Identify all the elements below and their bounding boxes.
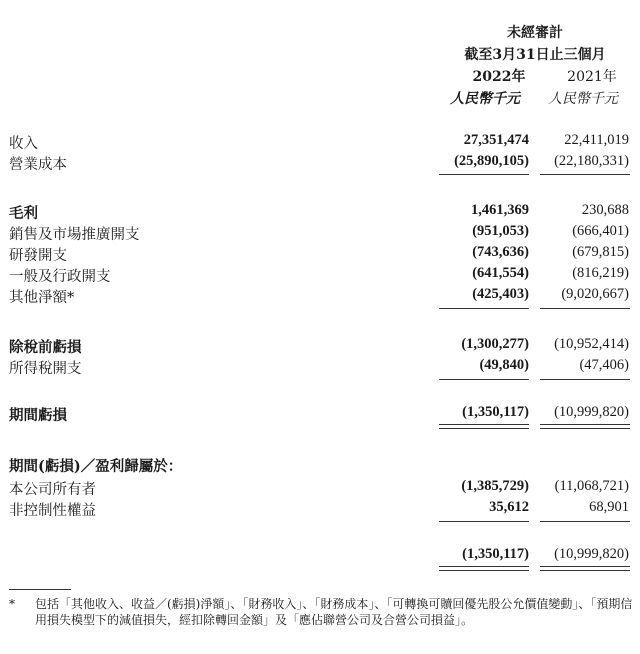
row-value-2022: 35,612: [489, 499, 529, 515]
row-value-2021: (10,999,820): [554, 546, 629, 562]
subtotal-rule: [439, 379, 529, 380]
header-year-2022: 2022年: [472, 69, 526, 85]
row-value-2022: (25,890,105): [454, 153, 529, 169]
header-unit-2021: 人民幣千元: [548, 91, 618, 107]
row-value-2022: 1,461,369: [471, 202, 529, 218]
row-value-2021: (10,952,414): [554, 336, 629, 352]
total-double-rule: [439, 566, 529, 571]
header-year-2021: 2021年: [567, 69, 617, 85]
row-label: 期間虧損: [9, 407, 67, 424]
subtotal-rule: [540, 521, 630, 522]
row-value-2021: (9,020,667): [561, 286, 629, 302]
row-value-2022: (1,385,729): [461, 478, 529, 494]
row-value-2022: 27,351,474: [463, 132, 529, 148]
row-value-2021: 230,688: [581, 202, 629, 218]
footnote-text: 包括「其他收入、收益／(虧損)淨額」、「財務收入」、「財務成本」、「可轉換可贖回優先股公允價值變動」、「預期信用損失模型下的減值損失，經扣除轉回金額」及「應佔聯營公司及合營公司損益」。: [35, 597, 633, 627]
row-value-2022: (1,350,117): [462, 404, 529, 420]
row-value-2021: (22,180,331): [554, 153, 629, 169]
row-value-2021: (816,219): [572, 265, 629, 281]
row-label: 收入: [9, 136, 38, 152]
row-label: 營業成本: [9, 157, 67, 173]
row-value-2021: (10,999,820): [554, 404, 629, 420]
row-value-2022: (1,300,277): [461, 336, 529, 352]
total-double-rule: [439, 424, 529, 429]
subtotal-rule: [439, 174, 529, 175]
row-value-2021: 68,901: [589, 499, 629, 515]
row-value-2021: (47,406): [579, 357, 629, 373]
row-label: 所得稅開支: [9, 361, 82, 377]
row-value-2021: 22,411,019: [564, 132, 629, 148]
header-unit-2022: 人民幣千元: [450, 91, 520, 107]
subtotal-rule: [439, 308, 529, 309]
section-heading: 期間(虧損)／盈利歸屬於：: [9, 458, 183, 475]
row-value-2022: (425,403): [472, 286, 529, 302]
total-double-rule: [540, 566, 630, 571]
row-value-2021: (666,401): [572, 223, 629, 239]
subtotal-rule: [439, 521, 529, 522]
row-value-2022: (641,554): [472, 265, 529, 281]
subtotal-rule: [540, 379, 630, 380]
header-unaudited: 未經審計: [507, 25, 563, 41]
subtotal-rule: [540, 308, 630, 309]
footnote-mark: *: [9, 597, 15, 611]
row-label: 研發開支: [9, 248, 67, 264]
row-value-2022: (1,350,117): [462, 546, 529, 562]
row-value-2022: (49,840): [479, 357, 529, 373]
footnote-rule: [9, 589, 71, 590]
subtotal-rule: [540, 174, 630, 175]
row-value-2022: (951,053): [472, 223, 529, 239]
row-label: 非控制性權益: [9, 503, 96, 519]
row-label: 除稅前虧損: [9, 339, 82, 356]
row-label: 本公司所有者: [9, 482, 96, 498]
row-label: 毛利: [9, 205, 38, 222]
total-double-rule: [540, 424, 630, 429]
row-value-2021: (679,815): [572, 244, 629, 260]
row-value-2021: (11,068,721): [554, 478, 629, 494]
row-label: 銷售及市場推廣開支: [9, 227, 140, 243]
row-label: 一般及行政開支: [9, 269, 111, 285]
row-label: 其他淨額*: [9, 290, 75, 306]
row-value-2022: (743,636): [472, 244, 529, 260]
header-period: 截至3月31日止三個月: [464, 47, 606, 63]
